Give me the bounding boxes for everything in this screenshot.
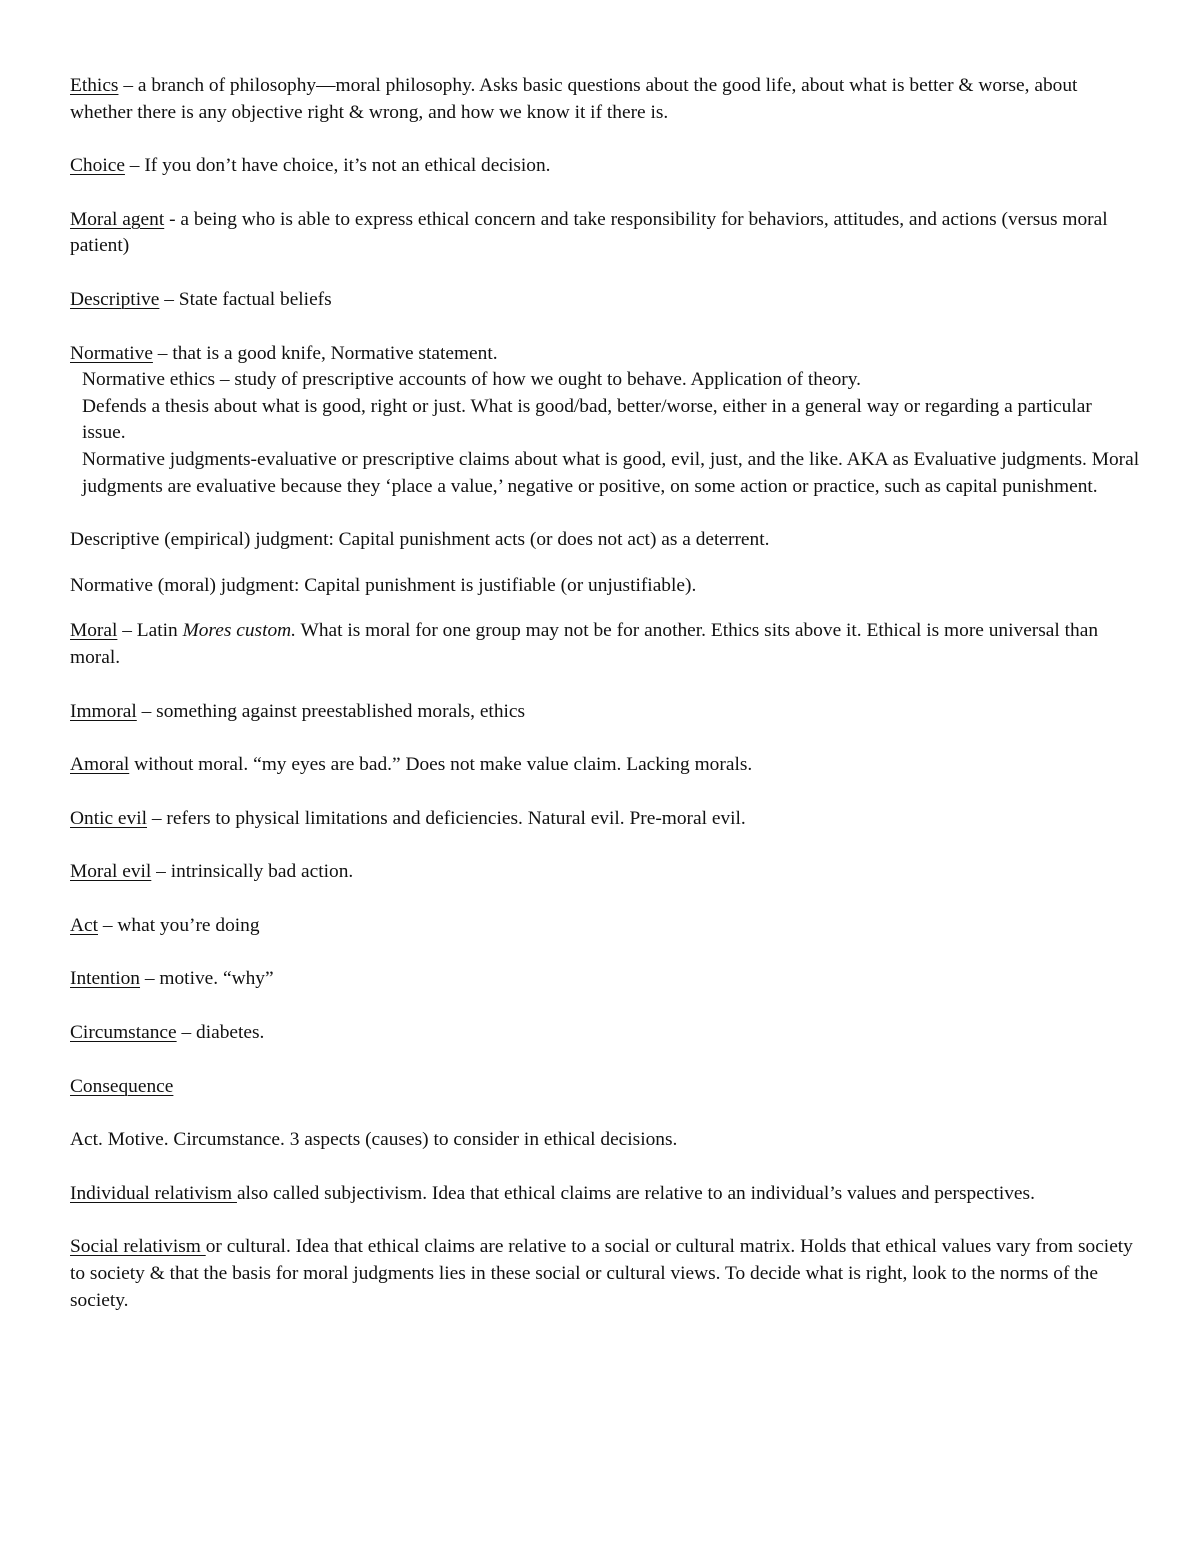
term-individual-relativism: Individual relativism (70, 1182, 237, 1204)
term-moral-agent: Moral agent (70, 208, 165, 230)
definition-moral-evil: – intrinsically bad action. (151, 861, 354, 883)
normative-judgments-line: Normative judgments-evaluative or prescriptive claims about what is good, evil, just, and the like. AKA as Evaluative judgments. Moral judgments are evaluative because they ‘place a value,’ negative or positive, on some action or practice, such as capital punishment. (82, 448, 1140, 497)
document-page (70, 73, 1140, 1314)
term-amoral: Amoral (70, 754, 130, 776)
term-social-relativism: Social relativism (70, 1236, 206, 1258)
entry-social-relativism (70, 1234, 1140, 1314)
term-choice: Choice (70, 155, 125, 177)
definition-social-relativism: or cultural. Idea that ethical claims are relative to a social or cultural matrix. Holds that ethical values vary from society to society & that the basis for moral judgments lies in these social or cultural views. To decide what is right, look to the norms of the society. (70, 1236, 1133, 1311)
moral-prefix: – Latin (117, 620, 183, 642)
definition-moral: What is moral for one group may not be for another. Ethics sits above it. Ethical is more universal than moral. (70, 620, 1099, 668)
moral-latin: Mores custom. (182, 620, 297, 642)
term-ontic-evil: Ontic evil (70, 807, 148, 829)
term-moral: Moral (70, 620, 118, 642)
entry-consequence (70, 1074, 1140, 1101)
entry-ontic-evil (70, 806, 1140, 833)
term-immoral: Immoral (70, 700, 137, 722)
entry-act (70, 913, 1140, 940)
definition-choice: – If you don’t have choice, it’s not an ethical decision. (124, 155, 551, 177)
descriptive-judgment-example: Descriptive (empirical) judgment: Capital punishment acts (or does not act) as a deterrent. (70, 529, 770, 551)
entry-moral-agent (70, 207, 1140, 260)
entry-moral-evil (70, 859, 1140, 886)
definition-circumstance: – diabetes. (176, 1022, 265, 1044)
entry-immoral (70, 699, 1140, 726)
normative-thesis-line: Defends a thesis about what is good, right or just. What is good/bad, better/worse, either in a general way or regarding a particular issue. (82, 395, 1092, 444)
term-descriptive: Descriptive (70, 288, 160, 310)
term-normative: Normative (70, 342, 153, 364)
term-circumstance: Circumstance (70, 1022, 177, 1044)
three-aspects-note: Act. Motive. Circumstance. 3 aspects (causes) to consider in ethical decisions. (70, 1129, 678, 1151)
definition-descriptive: – State factual beliefs (159, 288, 332, 310)
definition-ontic-evil: – refers to physical limitations and deficiencies. Natural evil. Pre-moral evil. (147, 807, 746, 829)
entry-ethics (70, 73, 1140, 126)
definition-moral-agent: - a being who is able to express ethical concern and take responsibility for behaviors, attitudes, and actions (versus moral patient) (70, 208, 1108, 257)
definition-amoral: without moral. “my eyes are bad.” Does not make value claim. Lacking morals. (129, 754, 753, 776)
entry-circumstance (70, 1020, 1140, 1047)
entry-moral (70, 618, 1140, 671)
normative-ethics-line: Normative ethics – study of prescriptive accounts of how we ought to behave. Application of theory. (82, 369, 862, 391)
entry-normative (70, 341, 1140, 368)
definition-individual-relativism: also called subjectivism. Idea that ethical claims are relative to an individual’s values and perspectives. (236, 1182, 1035, 1204)
term-intention: Intention (70, 968, 141, 990)
term-act: Act (70, 914, 98, 936)
normative-judgment-example: Normative (moral) judgment: Capital punishment is justifiable (or unjustifiable). (70, 574, 697, 596)
entry-intention (70, 966, 1140, 993)
term-consequence: Consequence (70, 1075, 174, 1097)
definition-act: – what you’re doing (98, 914, 260, 936)
entry-choice (70, 153, 1140, 180)
definition-immoral: – something against preestablished morals, ethics (136, 700, 526, 722)
definition-normative: – that is a good knife, Normative statement. (152, 342, 498, 364)
entry-individual-relativism (70, 1181, 1140, 1208)
entry-amoral (70, 752, 1140, 779)
entry-descriptive (70, 287, 1140, 314)
term-moral-evil: Moral evil (70, 861, 152, 883)
definition-ethics: – a branch of philosophy—moral philosophy. Asks basic questions about the good life, about what is better & worse, about whether there is any objective right & wrong, and how we know it if there is. (70, 75, 1078, 123)
definition-intention: – motive. “why” (140, 968, 274, 990)
term-ethics: Ethics (70, 75, 119, 96)
